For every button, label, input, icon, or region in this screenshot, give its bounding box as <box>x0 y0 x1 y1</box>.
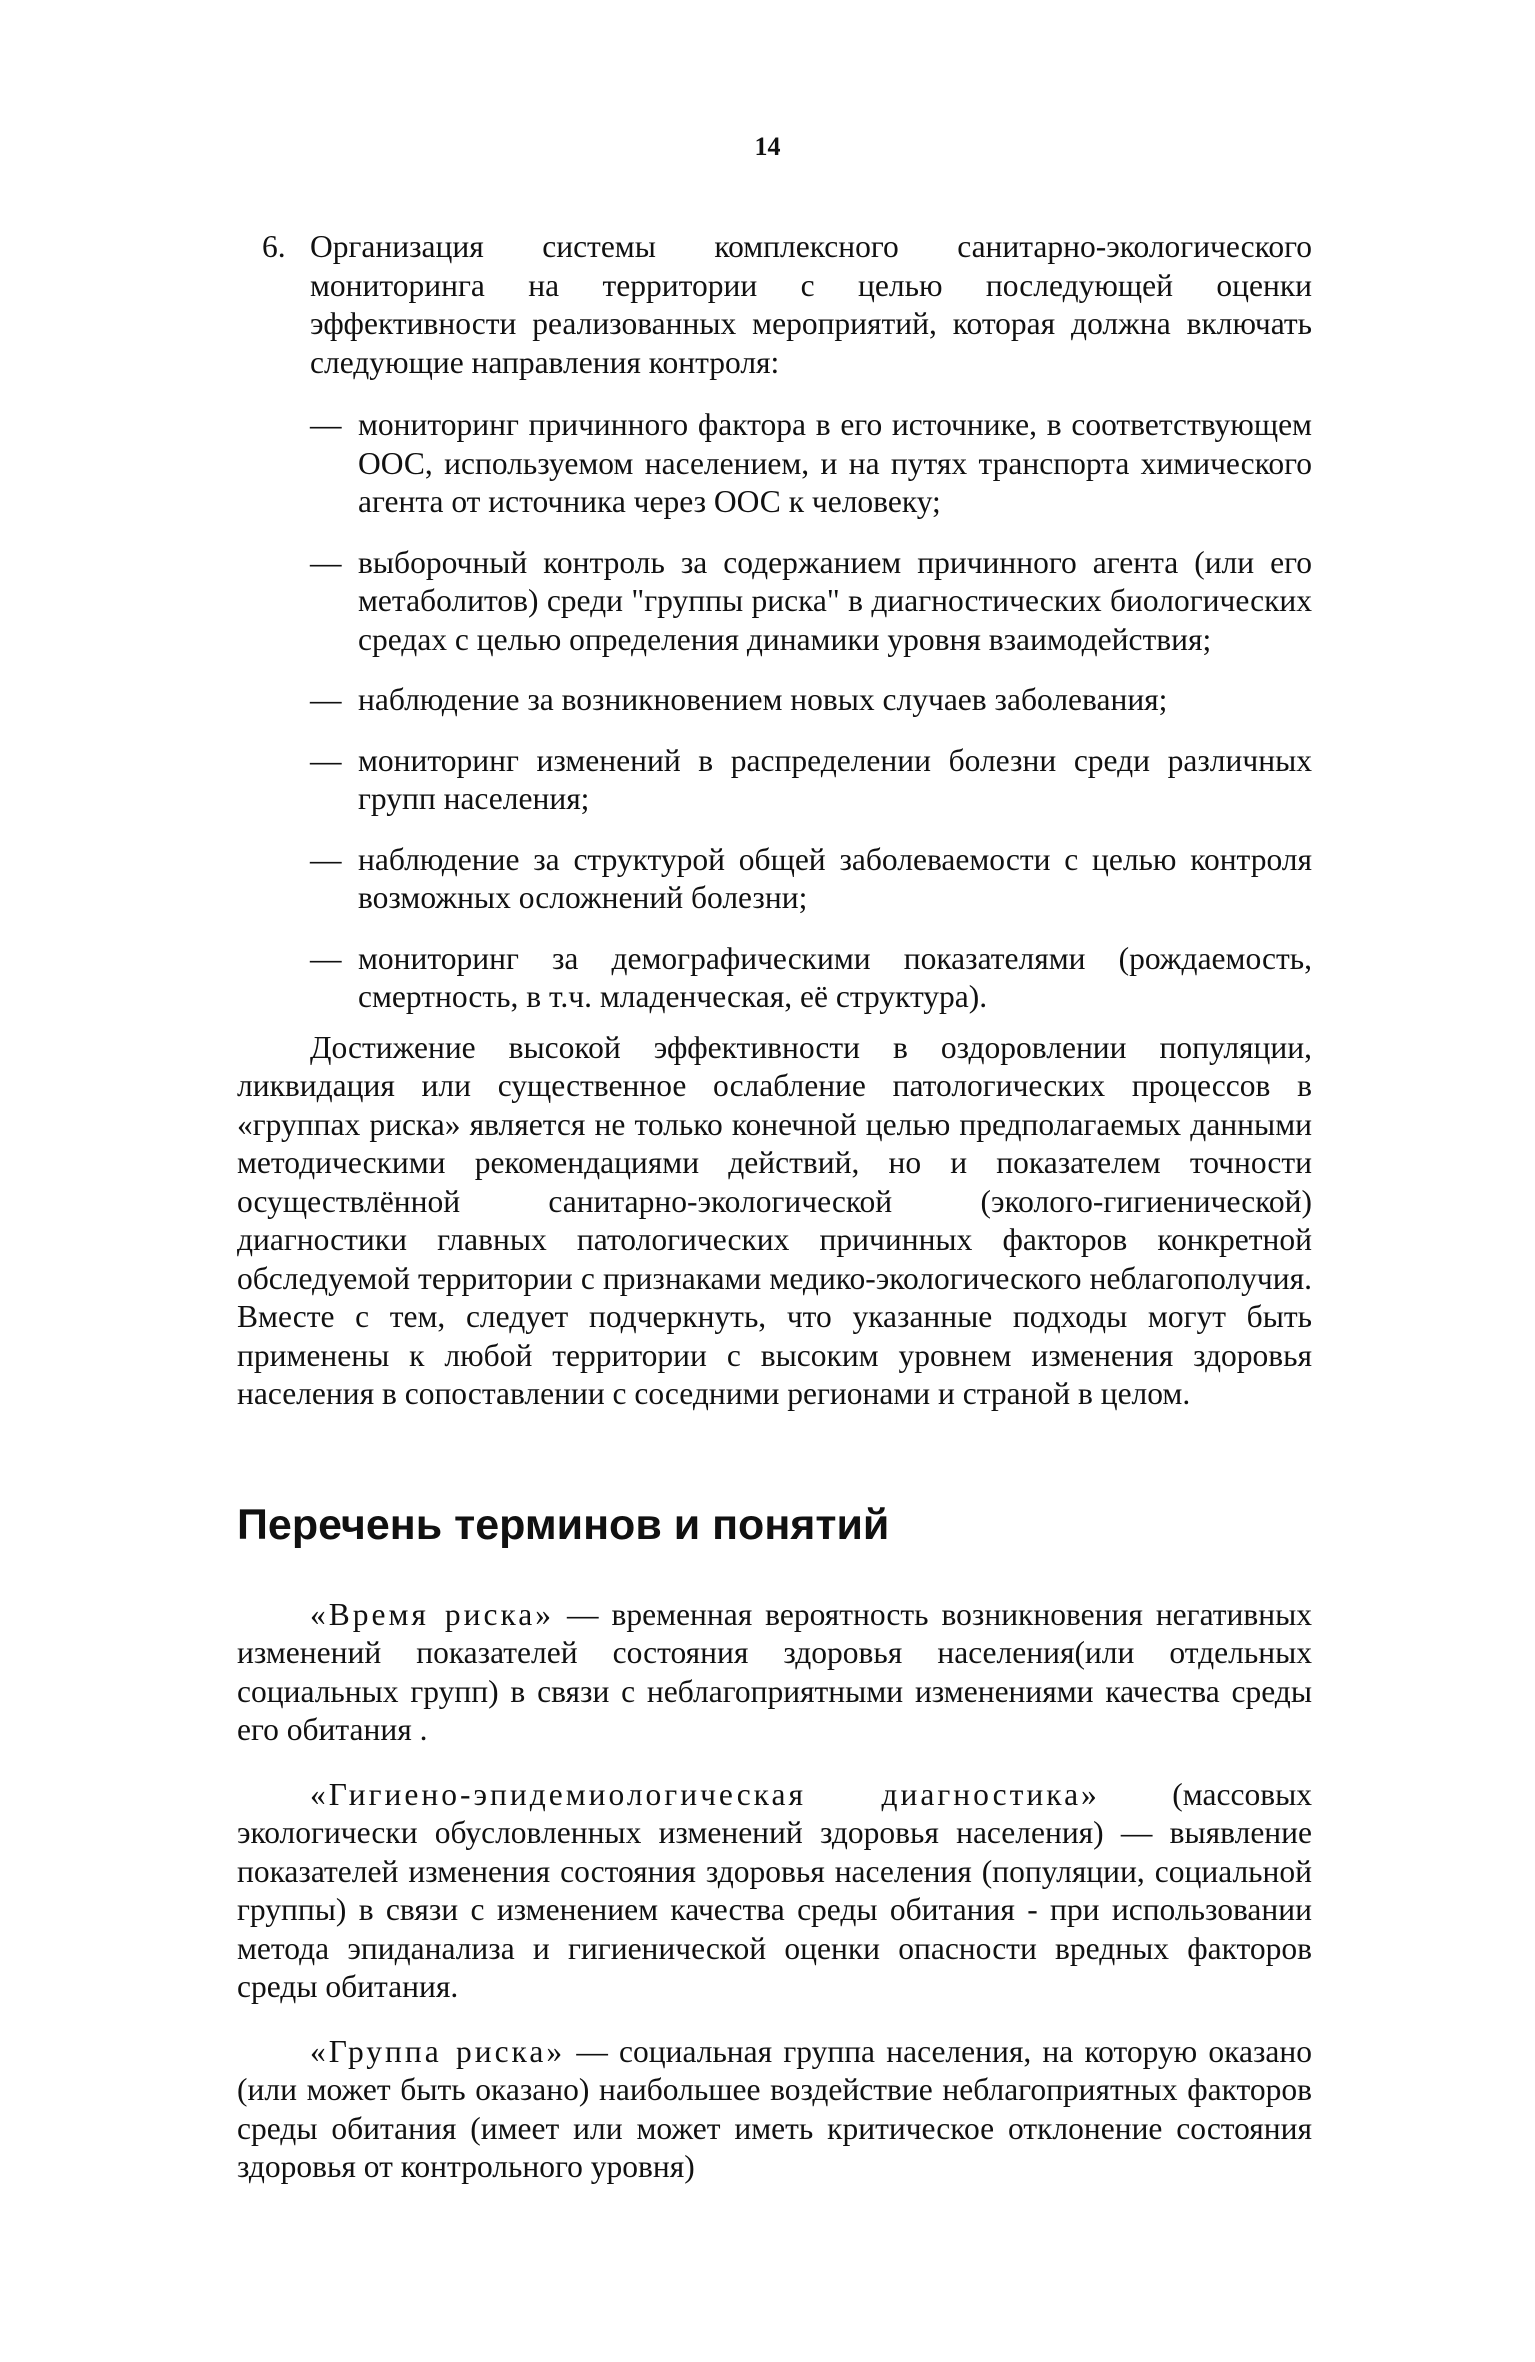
term-text: — социальная группа населения, на которую оказано (или может быть оказано) наибольшее воздействие неблагоприятных факторов среды обитания (имеет или может иметь критическое отклонение состояния здоровья от контрольного уровня) <box>237 2033 1312 2184</box>
numbered-item-6 <box>237 228 1312 382</box>
term-name: «Группа риска» <box>310 2033 566 2069</box>
list-item <box>237 742 1312 819</box>
monitoring-directions-list <box>237 406 1312 1017</box>
dash-marker: — <box>310 407 342 442</box>
dash-marker: — <box>310 841 342 877</box>
term-name: «Время риска» <box>310 1596 555 1632</box>
item-text: Организация системы комплексного санитарно-экологического мониторинга на территории с целью последующей оценки эффективности реализованных мероприятий, которая должна включать следующие направления контроля: <box>310 229 1312 380</box>
term-definition <box>237 1596 1312 1750</box>
dash-marker: — <box>310 682 342 717</box>
conclusion-paragraph: Достижение высокой эффективности в оздоровлении популяции, ликвидация или существенное ослабление патологических процессов в «группах риска» является не только конечной целью предполагаемых данными методическими рекомендациями действий, но и показателем точности осуществлённой санитарно-экологической (эколого-гигиенической) диагностики главных патологических причинных факторов конкретной обследуемой территории с признаками медико-экологического неблагополучия. Вместе с тем, следует подчеркнуть, что указанные подходы могут быть применены к любой территории с высоким уровнем изменения здоровья населения в сопоставлении с соседними регионами и страной в целом. <box>237 1029 1312 1411</box>
list-item-text: наблюдение за структурой общей заболеваемости с целью контроля возможных осложнений болезни; <box>358 841 1312 915</box>
section-title: Перечень терминов и понятий <box>237 1500 890 1549</box>
list-item <box>237 544 1312 660</box>
list-item <box>237 841 1312 918</box>
dash-marker: — <box>310 940 342 976</box>
term-text: (массовых экологически обусловленных изменений здоровья населения) — выявление показателей изменения состояния здоровья населения (популяции, социальной группы) в связи с изменением качества среды обитания - при использовании метода эпиданализа и гигиенической оценки опасности вредных факторов среды обитания. <box>237 1776 1312 2004</box>
list-item-text: мониторинг за демографическими показателями (рождаемость, смертность, в т.ч. младенческая, её структура). <box>358 940 1312 1014</box>
term-name: «Гигиено-эпидемиологическая диагностика» <box>310 1776 1100 1812</box>
dash-marker: — <box>310 742 342 778</box>
term-definition <box>237 1776 1312 2007</box>
list-item-text: мониторинг причинного фактора в его источнике, в соответствующем ООС, используемом населением, и на путях транспорта химического агента от источника через ООС к человеку; <box>358 407 1312 519</box>
list-item-text: наблюдение за возникновением новых случаев заболевания; <box>358 682 1168 717</box>
list-item <box>237 940 1312 1017</box>
page-body <box>237 228 1312 2187</box>
item-number: 6. <box>262 229 286 264</box>
page-number: 14 <box>754 132 781 161</box>
list-item-text: мониторинг изменений в распределении болезни среди различных групп населения; <box>358 742 1312 816</box>
dash-marker: — <box>310 544 342 580</box>
list-item <box>237 681 1312 720</box>
list-item-text: выборочный контроль за содержанием причинного агента (или его метаболитов) среди "группы риска" в диагностических биологических средах с целью определения динамики уровня взаимодействия; <box>358 544 1312 657</box>
term-text: — временная вероятность возникновения негативных изменений показателей состояния здоровья населения(или отдельных социальных групп) в связи с неблагоприятными изменениями качества среды его обитания . <box>237 1596 1313 1747</box>
list-item <box>237 406 1312 522</box>
term-definition <box>237 2033 1312 2187</box>
